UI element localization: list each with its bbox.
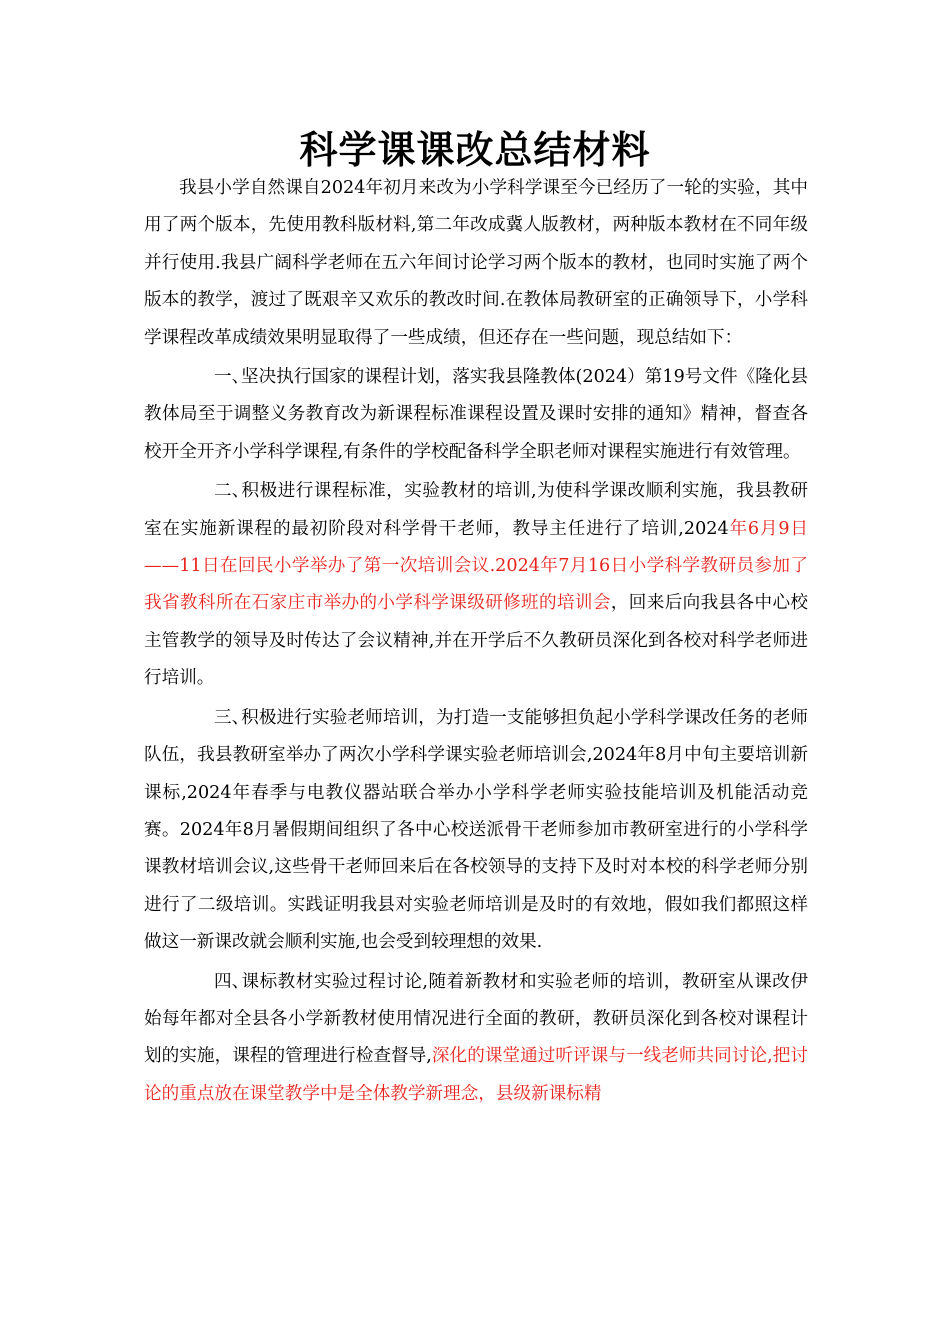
section-3-text: 积极进行实验老师培训，为打造一支能够担负起小学科学课改任务的老师队伍，我县教研室举办了两次小学科学课实验老师培训会,2024年8月中旬主要培训新课标,2024年春季与电教仪器站联合举办小学科学老师实验技能培训及机能活动竞赛。2024年8月暑假期间组织了各中心校送派骨干老师参加市教研室进行的小学科学课教材培训会议,这些骨干老师回来后在各校领导的支持下及时对本校的科学老师分别进行了二级培训。实践证明我县对实验老师培训是及时的有效地，假如我们都照这样做这一新课改就会顺利实施,也会受到较理想的效果. <box>144 707 808 953</box>
section-4-paragraph <box>144 964 808 1114</box>
section-4-text: 课标教材实验过程讨论,随着新教材和实验老师的培训，教研室从课改伊始每年都对全县各小学新教材使用情况进行全面的教研，教研员深化到各校对课程计划的实施，课程的管理进行检查督导, <box>144 971 808 1067</box>
section-2-number: 二、 <box>214 481 250 502</box>
section-1-paragraph <box>144 359 808 471</box>
intro-paragraph: 我县小学自然课自2024年初月来改为小学科学课至今已经历了一轮的实验，其中用了两个版本，先使用教科版材料,第二年改成冀人版教材，两种版本教材在不同年级并行使用.我县广阔科学老师在五六年间讨论学习两个版本的教材，也同时实施了两个版本的教学，渡过了既艰辛又欢乐的教改时间.在教体局教研室的正确领导下，小学科学课程改革成绩效果明显取得了一些成绩，但还存在一些问题，现总结如下： <box>144 178 808 348</box>
section-3-paragraph <box>144 700 808 962</box>
section-4-number: 四、 <box>214 971 250 992</box>
section-2-highlighted-text: 年6月9日——11日在回民小学举办了第一次培训会议.2024年7月16日小学科学教研员参加了我省教科所在石家庄市举办的小学科学课级研修班的培训会 <box>144 518 808 614</box>
document-title: 科学课课改总结材料 <box>299 128 651 172</box>
section-4-highlighted-text: 深化的课堂通过听评课与一线老师共同讨论,把讨论的重点放在课堂教学中是全体教学新理念，县级新课标精 <box>144 1046 808 1104</box>
section-3-number: 三、 <box>214 707 250 728</box>
section-1-text: 坚决执行国家的课程计划，落实我县隆教体(2024）第19号文件《隆化县教体局至于调整义务教育改为新课程标准课程设置及课时安排的通知》精神，督查各校开全开齐小学科学课程,有条件的学校配备科学全职老师对课程实施进行有效管理。 <box>144 367 808 462</box>
section-2-text-continued: ，回来后向我县各中心校主管教学的领导及时传达了会议精神,并在开学后不久教研员深化到各校对科学老师进行培训。 <box>144 593 808 689</box>
document-body <box>144 170 808 1113</box>
section-2-text: 积极进行课程标准，实验教材的培训,为使科学课改顺利实施，我县教研室在实施新课程的最初阶段对科学骨干老师，教导主任进行了培训,2024 <box>144 481 808 539</box>
section-1-number: 一、 <box>214 367 250 388</box>
section-2-paragraph <box>144 473 808 697</box>
